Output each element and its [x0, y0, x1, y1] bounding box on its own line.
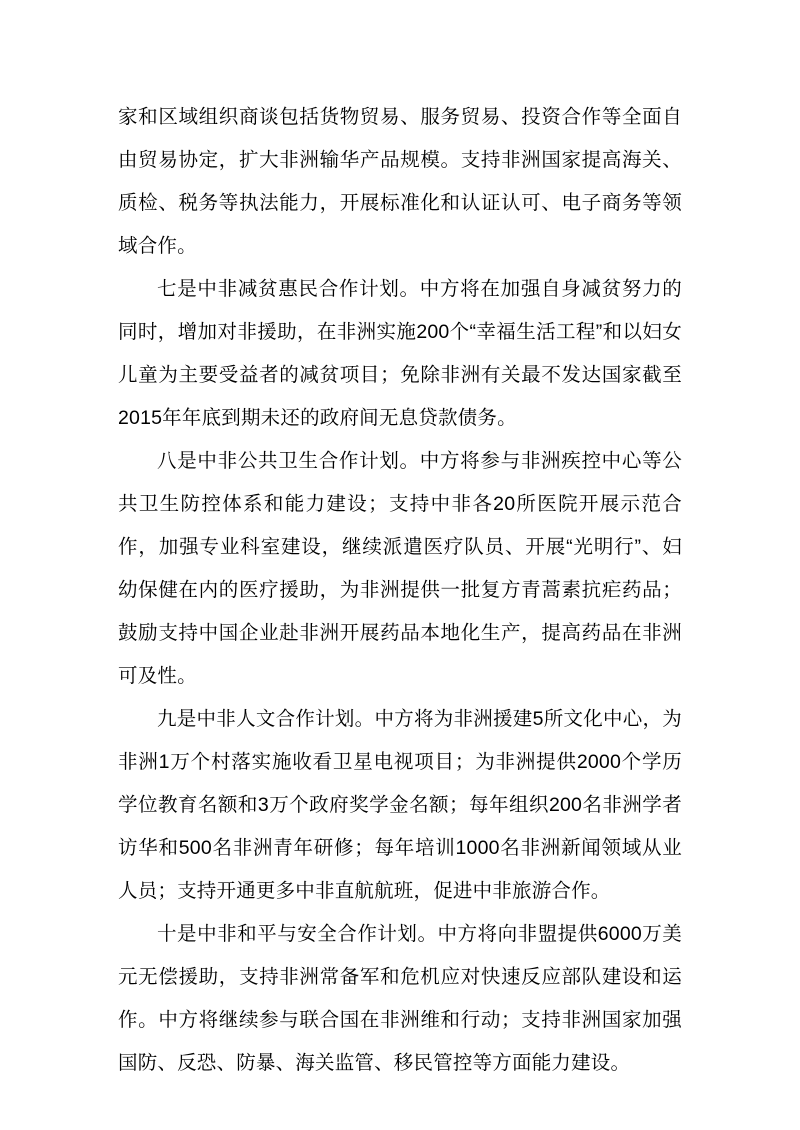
paragraph-item-seven: 七是中非减贫惠民合作计划。中方将在加强自身减贫努力的同时，增加对非援助，在非洲实施200个“幸福生活工程”和以妇女儿童为主要受益者的减贫项目；免除非洲有关最不发达国家截至2015年年底到期未还的政府间无息贷款债务。: [118, 278, 682, 429]
paragraph-item-nine: 九是中非人文合作计划。中方将为非洲援建5所文化中心，为非洲1万个村落实施收看卫星电视项目；为非洲提供2000个学历学位教育名额和3万个政府奖学金名额；每年组织200名非洲学者访华和500名非洲青年研修；每年培训1000名非洲新闻领域从业人员；支持开通更多中非直航航班，促进中非旅游合作。: [118, 708, 682, 902]
document-body: [118, 96, 682, 1085]
paragraph-item-ten: 十是中非和平与安全合作计划。中方将向非盟提供6000万美元无偿援助，支持非洲常备军和危机应对快速反应部队建设和运作。中方将继续参与联合国在非洲维和行动；支持非洲国家加强国防、反恐、防暴、海关监管、移民管控等方面能力建设。: [118, 923, 682, 1074]
paragraph-item-eight: 八是中非公共卫生合作计划。中方将参与非洲疾控中心等公共卫生防控体系和能力建设；支持中非各20所医院开展示范合作，加强专业科室建设，继续派遣医疗队员、开展“光明行”、妇幼保健在内的医疗援助，为非洲提供一批复方青蒿素抗疟药品；鼓励支持中国企业赴非洲开展药品本地化生产，提高药品在非洲可及性。: [118, 450, 682, 687]
paragraph-trade-agreement: 家和区域组织商谈包括货物贸易、服务贸易、投资合作等全面自由贸易协定，扩大非洲输华产品规模。支持非洲国家提高海关、质检、税务等执法能力，开展标准化和认证认可、电子商务等领域合作。: [118, 106, 682, 257]
